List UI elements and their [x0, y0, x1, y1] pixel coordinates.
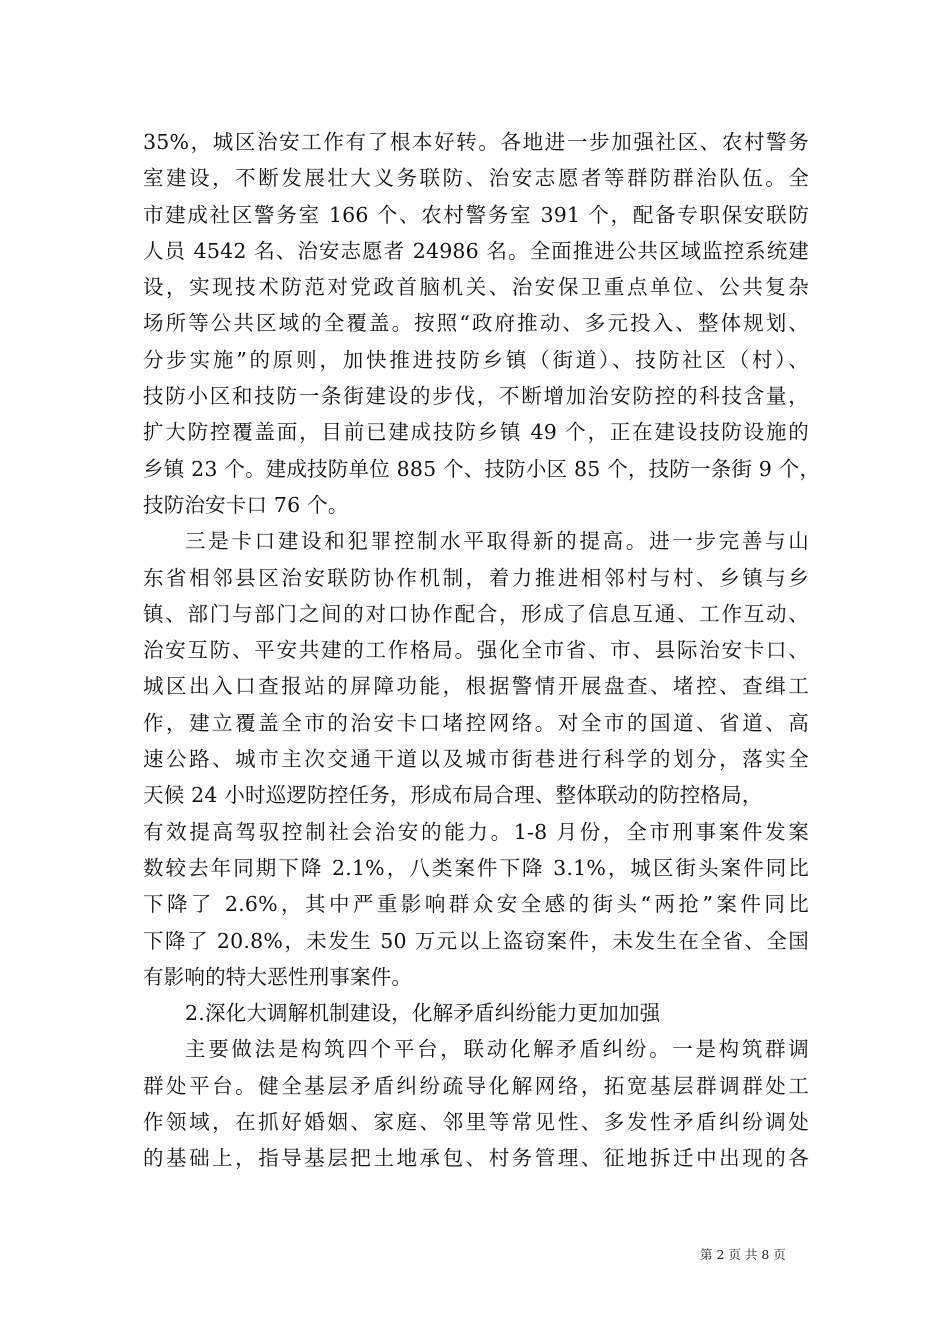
- text-line: 三是卡口建设和犯罪控制水平取得新的提高。进一步完善与山: [185, 529, 809, 554]
- text-line: 东省相邻县区治安联防协作机制，着力推进相邻村与村、乡镇与乡: [143, 565, 809, 590]
- text-line: 扩大防控覆盖面，目前已建成技防乡镇 49 个，正在建设技防设施的: [143, 420, 809, 445]
- text-line: 有效提高驾驭控制社会治安的能力。1-8 月份，全市刑事案件发案: [143, 819, 809, 844]
- text-line: 作领域，在抓好婚姻、家庭、邻里等常见性、多发性矛盾纠纷调处: [143, 1110, 809, 1135]
- text-line: 分步实施”的原则，加快推进技防乡镇（街道）、技防社区（村）、: [143, 347, 809, 372]
- paragraph-lines: [143, 124, 821, 1177]
- text-line: 市建成社区警务室 166 个、农村警务室 391 个，配备专职保安联防: [143, 202, 809, 227]
- text-line: 作，建立覆盖全市的治安卡口堵控网络。对全市的国道、省道、高: [143, 710, 809, 735]
- text-line: 下降了 20.8%，未发生 50 万元以上盗窃案件，未发生在全省、全国: [143, 928, 809, 953]
- text-line: 设，实现技术防范对党政首脑机关、治安保卫重点单位、公共复杂: [143, 275, 809, 300]
- text-line: 的基础上，指导基层把土地承包、村务管理、征地拆迁中出现的各: [143, 1146, 809, 1171]
- page-number: 第 2 页 共 8 页: [700, 1247, 786, 1262]
- text-line: 技防小区和技防一条街建设的步伐，不断增加治安防控的科技含量，: [143, 384, 809, 409]
- text-line: 速公路、城市主次交通干道以及城市街巷进行科学的划分，落实全: [143, 747, 809, 772]
- text-line: 城区出入口查报站的屏障功能，根据警情开展盘查、堵控、查缉工: [143, 674, 809, 699]
- text-line: 人员 4542 名、治安志愿者 24986 名。全面推进公共区域监控系统建: [143, 238, 809, 263]
- text-line: 有影响的特大恶性刑事案件。: [143, 964, 413, 989]
- text-line: 主要做法是构筑四个平台，联动化解矛盾纠纷。一是构筑群调: [185, 1037, 809, 1062]
- text-line: 技防治安卡口 76 个。: [143, 492, 349, 517]
- document-body: [143, 124, 821, 1177]
- text-line: 天候 24 小时巡逻防控任务，形成布局合理、整体联动的防控格局，: [143, 783, 763, 808]
- text-line: 乡镇 23 个。建成技防单位 885 个、技防小区 85 个，技防一条街 9 个，: [143, 456, 821, 481]
- text-line: 室建设，不断发展壮大义务联防、治安志愿者等群防群治队伍。全: [143, 166, 809, 191]
- text-line: 35%，城区治安工作有了根本好转。各地进一步加强社区、农村警务: [143, 130, 809, 154]
- text-line: 场所等公共区域的全覆盖。按照“政府推动、多元投入、整体规划、: [143, 311, 809, 336]
- text-line: 治安互防、平安共建的工作格局。强化全市省、市、县际治安卡口、: [143, 638, 809, 663]
- text-line: 数较去年同期下降 2.1%，八类案件下降 3.1%，城区街头案件同比: [143, 855, 809, 880]
- text-line: 2.深化大调解机制建设，化解矛盾纠纷能力更加加强: [185, 1001, 661, 1026]
- text-line: 下降了 2.6%，其中严重影响群众安全感的街头“两抢”案件同比: [143, 892, 809, 917]
- text-line: 群处平台。健全基层矛盾纠纷疏导化解网络，拓宽基层群调群处工: [143, 1073, 809, 1098]
- text-line: 镇、部门与部门之间的对口协作配合，形成了信息互通、工作互动、: [143, 601, 809, 626]
